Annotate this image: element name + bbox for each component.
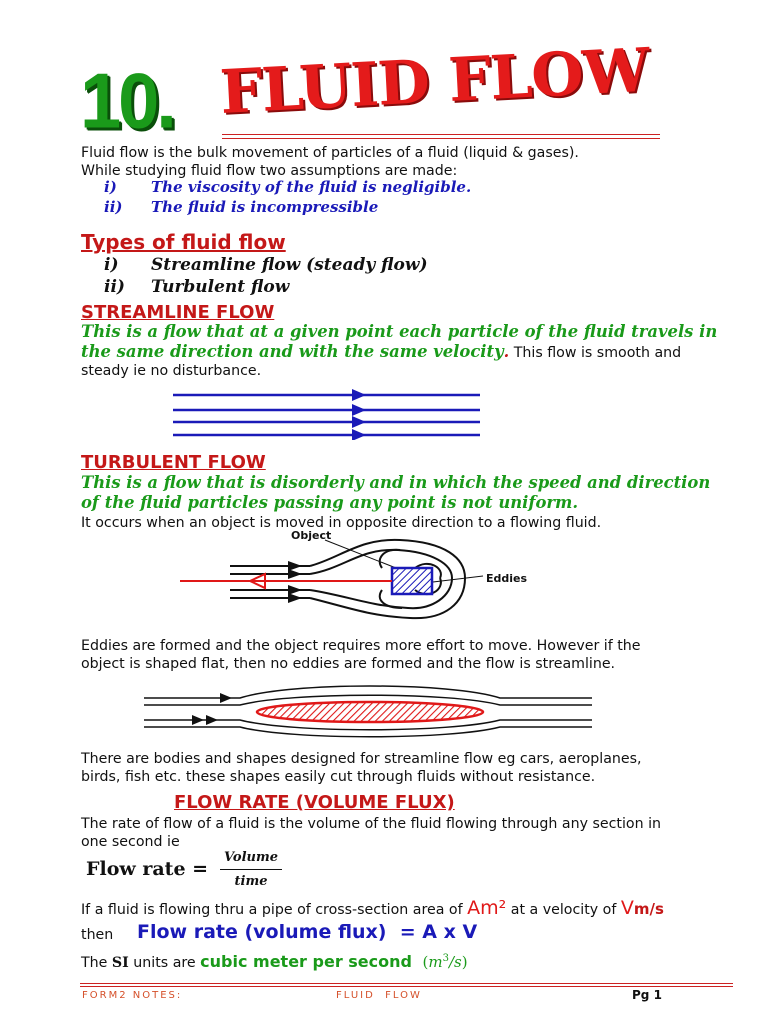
streamline-definition-end: the same direction and with the same velocity xyxy=(81,342,504,361)
si-units-line xyxy=(81,952,468,971)
assumption-num: i) xyxy=(104,178,117,196)
si-math xyxy=(422,953,467,971)
title-rule xyxy=(222,138,660,139)
si-mid: units are xyxy=(128,955,201,971)
assumption-text: The viscosity of the fluid is negligible. xyxy=(151,178,472,196)
velocity-unit: m/s xyxy=(633,900,664,918)
turbulent-diagram xyxy=(170,528,540,633)
footer-center: FLUID FLOW xyxy=(336,990,422,1001)
turbulent-heading: TURBULENT FLOW xyxy=(81,452,266,473)
types-heading: Types of fluid flow xyxy=(81,230,286,254)
turbulent-occurs: It occurs when an object is moved in opposite direction to a flowing fluid. xyxy=(81,515,602,531)
object-label: Object xyxy=(291,529,332,542)
si-bold: SI xyxy=(111,955,129,971)
turbulent-definition: This is a flow that is disorderly and in which the speed and direction xyxy=(81,473,711,492)
page-number: Pg 1 xyxy=(632,988,662,1002)
flowrate-heading: FLOW RATE (VOLUME FLUX) xyxy=(174,792,455,813)
math-m: m xyxy=(428,953,443,971)
streamline-diagram xyxy=(170,385,490,440)
streamline-definition xyxy=(81,342,681,362)
formula-numerator: Volume xyxy=(224,850,278,865)
pipe-mid: at a velocity of xyxy=(506,902,621,918)
paren: ( xyxy=(422,953,429,971)
pipe-sentence xyxy=(81,897,664,919)
paren: ) xyxy=(461,953,468,971)
type-num: ii) xyxy=(104,277,125,297)
turbulent-definition: of the fluid particles passing any point is not uniform. xyxy=(81,493,579,512)
streamline-definition: This is a flow that at a given point each particle of the fluid travels in xyxy=(81,322,718,341)
chapter-title: FLUID FLOW xyxy=(218,35,651,128)
flowrate-definition: one second ie xyxy=(81,834,180,850)
fraction-bar xyxy=(220,869,282,870)
footer-left: FORM2 NOTES: xyxy=(82,990,183,1001)
period: . xyxy=(503,342,510,361)
title-rule xyxy=(222,134,660,135)
intro-line: While studying fluid flow two assumptions are made: xyxy=(81,163,458,179)
math-exp: 3 xyxy=(442,953,449,964)
bodies-text: birds, fish etc. these shapes easily cut through fluids without resistance. xyxy=(81,769,596,785)
assumption-text: The fluid is incompressible xyxy=(151,198,379,216)
flowrate-equation: Flow rate (volume flux) = A x V xyxy=(137,921,478,943)
streamline-heading: STREAMLINE FLOW xyxy=(81,302,275,323)
formula-denominator: time xyxy=(234,874,268,889)
streamline-rest: This flow is smooth and xyxy=(509,345,682,361)
math-s: /s xyxy=(448,953,462,971)
eddies-label: Eddies xyxy=(486,572,528,585)
si-units: cubic meter per second xyxy=(200,952,412,971)
type-num: i) xyxy=(104,255,119,275)
intro-line: Fluid flow is the bulk movement of particles of a fluid (liquid & gases). xyxy=(81,145,579,161)
bodies-text: There are bodies and shapes designed for streamline flow eg cars, aeroplanes, xyxy=(81,751,642,767)
type-text: Turbulent flow xyxy=(151,277,290,297)
flowrate-definition: The rate of flow of a fluid is the volume of the fluid flowing through any section in xyxy=(81,816,662,832)
area-unit: Am² xyxy=(467,897,507,919)
eddies-text: object is shaped flat, then no eddies are formed and the flow is streamline. xyxy=(81,656,616,672)
footer-rule xyxy=(80,986,733,987)
velocity-v: V xyxy=(620,897,634,919)
streamlined-body-diagram xyxy=(140,680,600,740)
eddies-text: Eddies are formed and the object requires more effort to move. However if the xyxy=(81,638,641,654)
footer-rule xyxy=(80,983,733,984)
then-label: then xyxy=(81,927,114,943)
type-text: Streamline flow (steady flow) xyxy=(151,255,428,275)
si-pre: The xyxy=(81,955,112,971)
assumption-num: ii) xyxy=(104,198,123,216)
pipe-text: If a fluid is flowing thru a pipe of cross-section area of xyxy=(81,902,468,918)
streamline-rest: steady ie no disturbance. xyxy=(81,363,262,379)
formula-lhs: Flow rate = xyxy=(86,858,209,880)
chapter-number: 10. xyxy=(80,56,174,145)
